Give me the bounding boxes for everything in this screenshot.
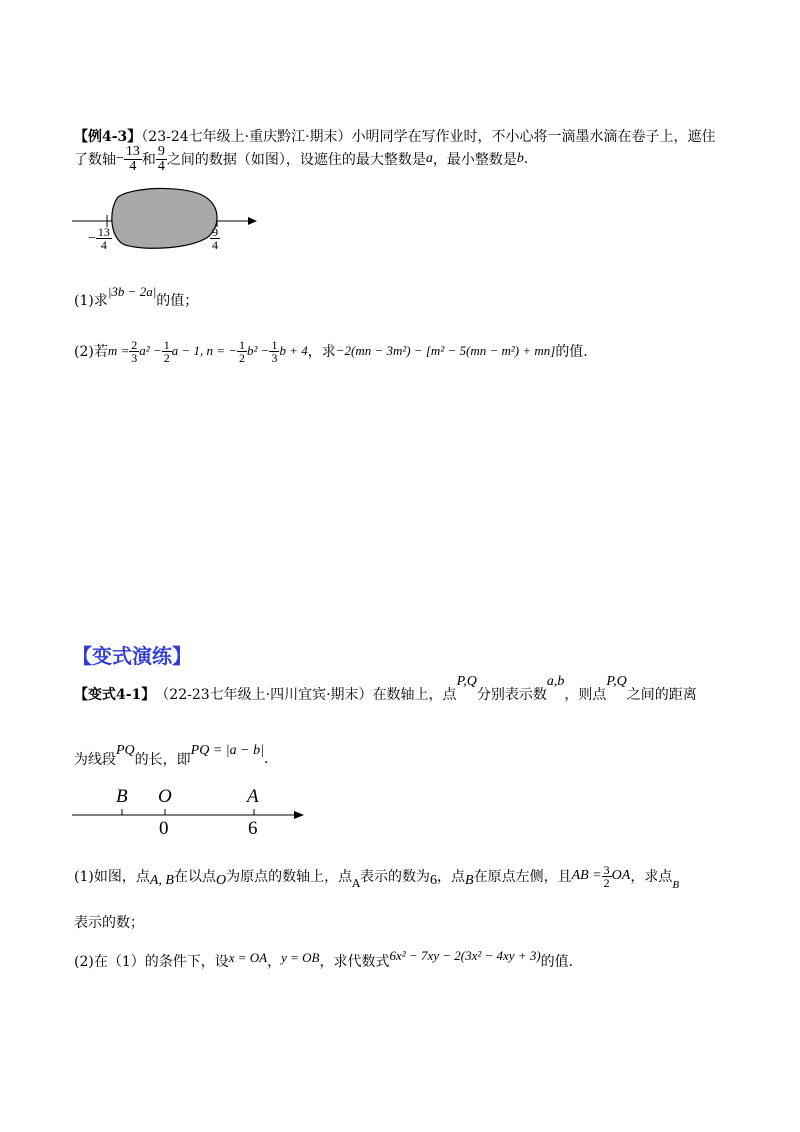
- oa-term: OA: [611, 868, 631, 883]
- m-eq: m =: [107, 343, 130, 358]
- example-source: （23-24七年级上·重庆黔江·期末）: [141, 129, 352, 145]
- frac-num: 9: [157, 143, 165, 159]
- variant-text: 的值.: [540, 954, 574, 970]
- variant-line-1: [74, 674, 697, 704]
- frac-den: 4: [157, 158, 165, 174]
- fraction-3-2: [602, 864, 612, 889]
- fraction-label: [210, 226, 220, 251]
- frac-num: 2: [131, 337, 138, 352]
- q1-expression: |3b − 2a|: [107, 284, 157, 299]
- variant-question-1: [74, 856, 679, 896]
- variant-text: 在以点: [173, 869, 216, 885]
- neg-sign: −: [116, 151, 124, 166]
- fig-right-label: [210, 226, 220, 251]
- example-question-1: [74, 284, 199, 310]
- neg-sign: −: [88, 230, 96, 246]
- frac-num: 1: [271, 337, 278, 352]
- example-tag: 【例4-3】: [74, 129, 142, 145]
- variant-text: 在数轴上，点: [372, 687, 457, 703]
- variants-heading: 【变式演练】: [72, 644, 192, 668]
- var-b-point: B: [465, 873, 474, 888]
- variant-text: 为原点的数轴上，点: [226, 869, 353, 885]
- label-zero: 0: [159, 818, 169, 839]
- frac-num: 1: [239, 337, 246, 352]
- term: a² −: [139, 343, 162, 358]
- variant-text: ，: [267, 954, 282, 970]
- var-a-point: A: [352, 876, 361, 890]
- variant-source: （22-23七年级上·四川宜宾·期末）: [155, 687, 373, 703]
- term: a − 1, n = −: [171, 343, 238, 358]
- fraction: [269, 339, 279, 364]
- var-a: a: [425, 151, 433, 166]
- arrow-head: [248, 217, 257, 225]
- variant-text: ，求点: [630, 869, 673, 885]
- label-b: B: [116, 786, 128, 807]
- frac-num: 13: [125, 143, 140, 159]
- frac-den: 4: [100, 238, 107, 252]
- arrow-head: [294, 811, 304, 819]
- variant-question-1-cont: 表示的数；: [74, 915, 144, 931]
- example-question-2: [74, 334, 588, 368]
- var-o: O: [215, 873, 227, 888]
- variant-text: .: [263, 751, 269, 767]
- ink-blot: [112, 188, 217, 248]
- var-b: b: [516, 151, 524, 166]
- frac-den: 2: [163, 350, 170, 365]
- q1-prefix: (1)求: [74, 293, 108, 309]
- frac-den: 2: [603, 875, 610, 890]
- label-o: O: [158, 786, 172, 807]
- fraction-neg-13-4: [124, 145, 142, 174]
- frac-den: 3: [131, 350, 138, 365]
- variant-text: ，求代数式: [319, 954, 390, 970]
- variant-question-2: [74, 948, 573, 974]
- fraction: [162, 339, 172, 364]
- q1-suffix: 的值；: [156, 293, 199, 309]
- example-line-2: [74, 139, 528, 179]
- variant-text: ，点: [437, 869, 466, 885]
- example-text-2c: ，最小整数是: [432, 152, 517, 168]
- var-b-point: B: [672, 879, 680, 891]
- q2-suffix: 的值.: [555, 344, 588, 360]
- frac-num: 1: [163, 337, 170, 352]
- label-six: 6: [248, 818, 258, 839]
- and-text: 和: [141, 152, 156, 168]
- variant-text: (2)在（1）的条件下，设: [74, 954, 229, 970]
- variant-line-2: [74, 743, 269, 769]
- label-a: A: [247, 786, 259, 807]
- ab-eq: AB =: [571, 868, 602, 883]
- frac-den: 4: [212, 238, 218, 252]
- var-pq: P,Q: [606, 674, 627, 689]
- frac-num: 9: [212, 225, 218, 239]
- frac-den: 3: [271, 350, 278, 365]
- variant-text: 为线段: [74, 752, 116, 768]
- variant-text: (1)如图，点: [74, 869, 150, 885]
- value-six: 6: [430, 873, 438, 888]
- example-text-1: 小明同学在写作业时，不小心将一滴墨水滴在卷子上，遮住: [351, 129, 716, 145]
- q2-mid: ，求: [307, 344, 336, 360]
- fig-left-label: [88, 226, 112, 251]
- var-ab: a,b: [546, 674, 565, 689]
- var-pq: PQ: [116, 743, 135, 758]
- variant-text: ，则点: [564, 687, 607, 703]
- y-eq: y = OB: [281, 950, 320, 965]
- example-text-2b: 之间的数据（如图），设遮住的最大整数是: [166, 152, 426, 168]
- variant-tag: 【变式4-1】: [74, 687, 156, 703]
- frac-den: 2: [239, 350, 246, 365]
- frac-num: 3: [603, 862, 610, 877]
- x-eq: x = OA: [228, 950, 268, 965]
- frac-den: 4: [129, 158, 137, 174]
- fraction: [129, 339, 139, 364]
- frac-num: 13: [97, 225, 110, 239]
- distance-formula: PQ = |a − b|: [190, 743, 264, 758]
- number-line-bao-figure: [70, 780, 320, 840]
- variant-text: 分别表示数: [476, 687, 547, 703]
- variant-text: 之间的距离: [626, 687, 697, 703]
- fraction: [237, 339, 247, 364]
- var-ab-points: A, B: [149, 873, 174, 888]
- term: b² −: [247, 343, 270, 358]
- variant-text: 在原点左侧，且: [473, 869, 572, 885]
- q2-prefix: (2)若: [74, 344, 108, 360]
- variant-text: 的长，即: [134, 752, 191, 768]
- q2-expression: −2(mn − 3m²) − [m² − 5(mn − m²) + mn]: [335, 343, 556, 358]
- fraction-label: [96, 226, 112, 251]
- var-pq: P,Q: [456, 674, 477, 689]
- variant-text: 表示的数为: [360, 869, 431, 885]
- example-text-2d: .: [523, 151, 529, 167]
- example-text-2a: 了数轴: [74, 152, 116, 168]
- algebraic-expression: 6x² − 7xy − 2(3x² − 4xy + 3): [389, 948, 541, 963]
- fraction-9-4: [156, 145, 167, 174]
- term: b + 4: [279, 343, 308, 358]
